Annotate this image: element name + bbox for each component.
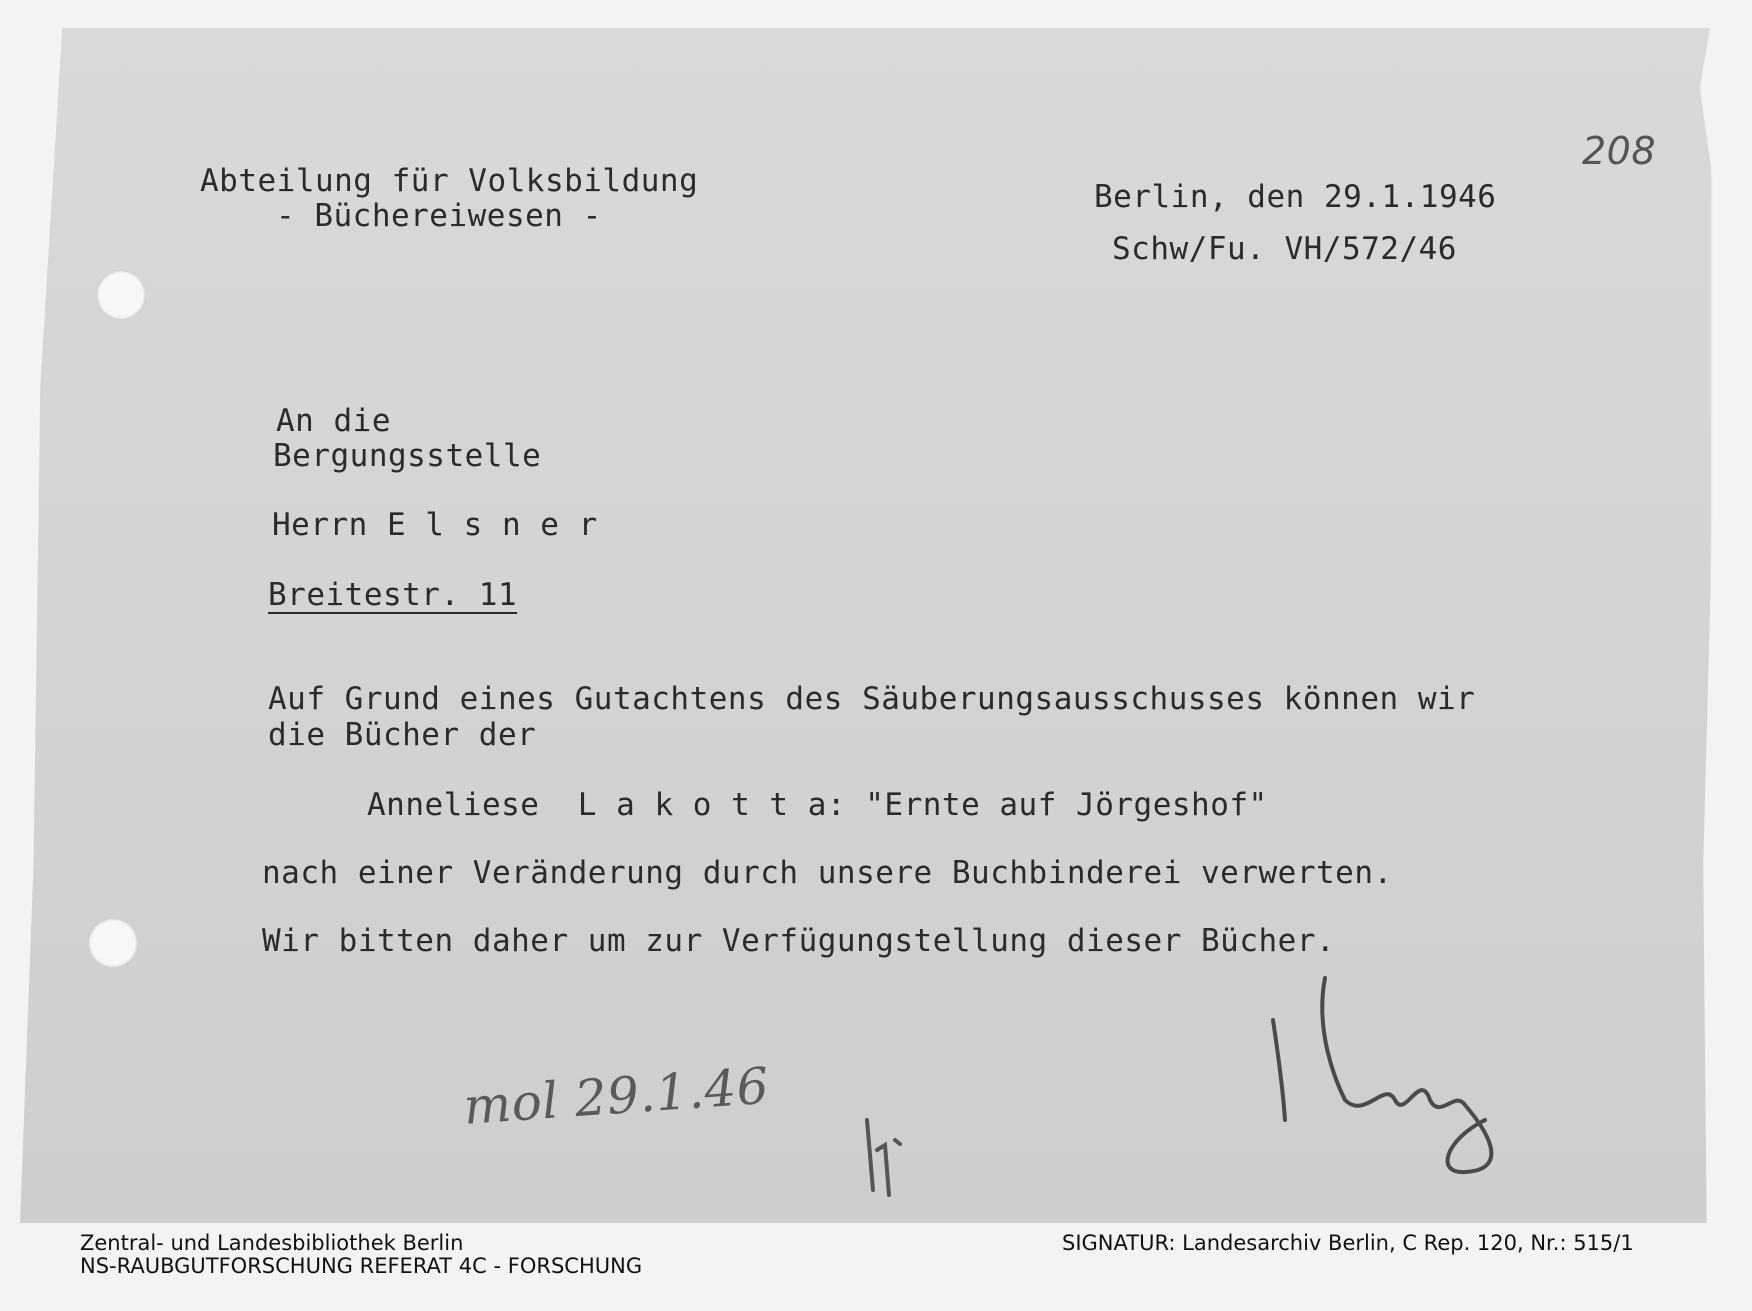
body-paragraph-1-line-2: die Bücher der bbox=[268, 717, 537, 753]
recipient-name: Herrn E l s n e r bbox=[272, 507, 598, 543]
footer-signature-ref: SIGNATUR: Landesarchiv Berlin, C Rep. 120, Nr.: 515/1 bbox=[1062, 1231, 1634, 1255]
punch-hole-bottom bbox=[88, 918, 138, 968]
punch-hole-top bbox=[96, 270, 146, 320]
handwritten-note: mol 29.1.46 bbox=[461, 1056, 771, 1136]
folio-number: 208 bbox=[1582, 129, 1657, 173]
footer-department: NS-RAUBGUTFORSCHUNG REFERAT 4C - FORSCHUNG bbox=[80, 1254, 643, 1278]
sender-subdivision: - Büchereiwesen - bbox=[276, 198, 602, 234]
recipient-street: Breitestr. 11 bbox=[268, 577, 518, 613]
signature bbox=[1255, 970, 1515, 1180]
body-paragraph-1-line-1: Auf Grund eines Gutachtens des Säuberungsausschusses können wir bbox=[268, 681, 1476, 717]
body-paragraph-3: Wir bitten daher um zur Verfügungstellung dieser Bücher. bbox=[262, 923, 1336, 959]
recipient-organisation: Bergungsstelle bbox=[273, 438, 542, 474]
reference-line: Schw/Fu. VH/572/46 bbox=[1112, 231, 1457, 267]
date-line: Berlin, den 29.1.1946 bbox=[1094, 179, 1497, 215]
body-paragraph-2: nach einer Veränderung durch unsere Buchbinderei verwerten. bbox=[262, 855, 1393, 891]
initials-mark bbox=[855, 1110, 935, 1200]
recipient-prefix: An die bbox=[276, 403, 391, 439]
footer-institution: Zentral- und Landesbibliothek Berlin bbox=[80, 1231, 464, 1255]
book-reference: Anneliese L a k o t t a: "Ernte auf Jörgeshof" bbox=[367, 787, 1268, 823]
sender-department: Abteilung für Volksbildung bbox=[200, 163, 699, 199]
